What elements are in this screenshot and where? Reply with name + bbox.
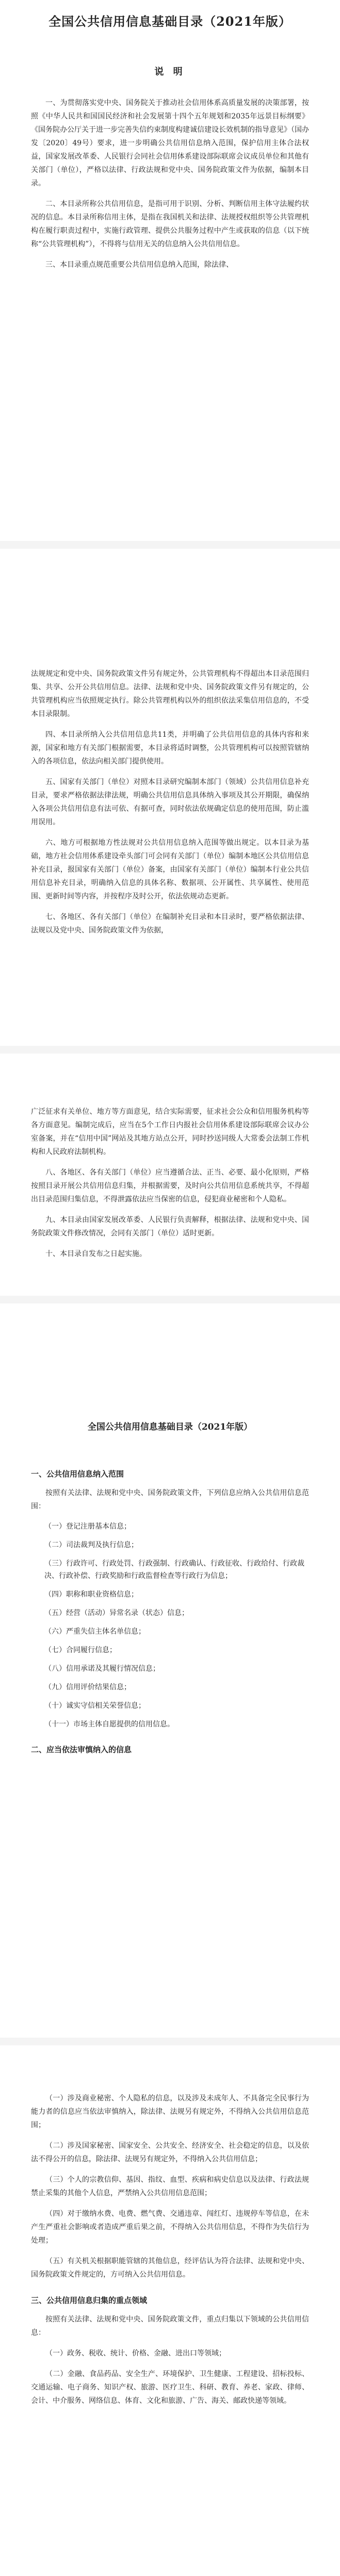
list-item: （八）信用承诺及其履行情况信息；: [44, 1665, 160, 1673]
paragraph: 八、各地区、各有关部门（单位）应当遵循合法、正当、必要、最小化原则，严格按照目录开展公共信用信息归集，并根据需要，及时向公共信用信息系统共享，不得超出目录范围归集信息，不得泄露依法应当保密的信息，侵犯商业秘密和个人隐私。: [31, 1168, 309, 1204]
list-item: （二）金融、食品药品、安全生产、环境保护、卫生健康、工程建设、招标投标、交通运输、电子商务、知识产权、旅游、医疗卫生、科研、教育、养老、家政、律师、会计、中介服务、网络信息、体育、文化和旅游、广告、海关、邮政快递等领域。: [31, 2370, 309, 2405]
list-item: （一）涉及商业秘密、个人隐私的信息，以及涉及未成年人、不具备完全民事行为能力者的信息应当依法审慎纳入，除法律、法规另有规定外，不得纳入公共信用信息范围；: [31, 2094, 309, 2129]
list-item: （二）司法裁判及执行信息；: [44, 1541, 138, 1549]
list-item: （四）对于缴纳水费、电费、燃气费、交通违章、闯红灯、违规停车等信息，在未产生严重社会影响或者造成严重后果之前，不得纳入公共信用信息，不得作为失信行为处理；: [31, 2210, 309, 2245]
list-item: （五）经营（活动）异常名录（状态）信息；: [44, 1609, 189, 1617]
paragraph: 三、本目录重点规范重要公共信用信息纳入范围，除法律、: [45, 261, 233, 269]
list-item: （九）信用评价结果信息；: [44, 1683, 131, 1691]
list-item: （十一）市场主体自愿提供的信用信息。: [44, 1720, 174, 1728]
paragraph: 十、本目录自发布之日起实施。: [45, 1250, 147, 1258]
paragraph: 法规规定和党中央、国务院政策文件另有规定外，公共管理机构不得超出本目录范围归集、共享、公开公共信用信息。法律、法规和党中央、国务院政策文件另有规定的，公共管理机构应当依照规定执行。除公共管理机构以外的组织依法采集信用信息的，不受本目录限制。: [31, 670, 309, 718]
list-item: （四）职称和职业资格信息；: [44, 1590, 138, 1599]
list-item: （七）合同履行信息；: [44, 1646, 117, 1654]
page-5: [0, 2045, 340, 2576]
section-heading: 一、公共信用信息纳入范围: [31, 1469, 124, 1479]
page-1: [0, 0, 340, 541]
list-item: （二）涉及国家秘密、国家安全、公共安全、经济安全、社会稳定的信息，以及依法不得公开的信息，除法律、法规另有规定外，不得纳入公共信用信息；: [31, 2142, 309, 2163]
paragraph: 七、各地区、各有关部门（单位）在编制补充目录和本目录时，要严格依据法律、法规以及党中央、国务院政策文件为依据，: [31, 913, 309, 935]
paragraph: 五、国家有关部门（单位）对照本目录研究编制本部门（领域）公共信用信息补充目录，要求严格依据法律法规，明确公共信用信息具体纳入事项及其公开期限，确保纳入各项公共信用信息有法可依、有据可查，同时依法依规确定信息的使用范围，防止滥用误用。: [31, 778, 309, 826]
section-heading: 三、公共信用信息归集的重点领域: [31, 2296, 148, 2305]
list-item: （六）严重失信主体名单信息；: [44, 1628, 145, 1636]
page-4: [0, 1303, 340, 2038]
section-intro: 按照有关法律、法规和党中央、国务院政策文件，下列信息应纳入公共信用信息范围：: [31, 1489, 309, 1511]
paragraph: 广泛征求有关单位、地方等方面意见，结合实际需要，征求社会公众和信用服务机构等各方面意见。编制完成后，应当在5个工作日内报社会信用体系建设部际联席会议办公室备案，并在“信用中国”网站及其地方站点公开，同时抄送同级人大常委会法制工作机构和人民政府法制机构。: [31, 1108, 309, 1156]
page-2: [0, 549, 340, 1046]
paragraph: 九、本目录由国家发展改革委、人民银行负责解释，根据法律、法规和党中央、国务院政策文件修改情况，会同有关部门（单位）适时更新。: [31, 1216, 309, 1238]
document-title: 全国公共信用信息基础目录（2021年版）: [48, 14, 292, 29]
list-item: （三）个人的宗教信仰、基因、指纹、血型、疾病和病史信息以及法律、行政法规禁止采集的其他个人信息，严禁纳入公共信用信息范围；: [31, 2176, 309, 2197]
page-3: [0, 1054, 340, 1296]
list-item: （十）诚实守信相关荣誉信息；: [44, 1702, 145, 1710]
list-item: （三）行政许可、行政处罚、行政强制、行政确认、行政征收、行政给付、行政裁决、行政补偿、行政奖励和行政监督检查等行政行为信息；: [44, 1560, 304, 1580]
list-item: （一）政务、税收、统计、价格、金融、进出口等领域；: [45, 2349, 226, 2358]
section-intro: 按照有关法律、法规和党中央、国务院政策文件，重点归集以下领域的公共信用信息：: [31, 2315, 309, 2337]
list-item: （一）登记注册基本信息；: [44, 1522, 131, 1531]
list-item: （五）有关机关根据职能管辖的其他信息，经评估认为符合法律、法规和党中央、国务院政策文件规定的，方可纳入公共信用信息。: [31, 2257, 309, 2279]
catalog-title: 全国公共信用信息基础目录（2021年版）: [87, 1422, 253, 1432]
section-heading: 二、应当依法审慎纳入的信息: [31, 1745, 132, 1754]
paragraph: 四、本目录所纳入公共信用信息共11类，并明确了公共信用信息的具体内容和来源，国家和地方有关部门根据需要，本目录将适时调整，公共管理机构可以按照管辖纳入的各项信息，依法向相关部门提供使用。: [31, 731, 309, 766]
section-title: 说 明: [154, 66, 186, 77]
paragraph: 一、为贯彻落实党中央、国务院关于推动社会信用体系高质量发展的决策部署，按照《中华人民共和国国民经济和社会发展第十四个五年规划和2035年远景目标纲要》《国务院办公厅关于进一步完善失信约束制度构建诚信建设长效机制的指导意见》（国办发〔2020〕49号）要求，进一步明确公共信用信息纳入范围，保护信用主体合法权益，国家发展改革委、人民银行会同社会信用体系建设部际联席会议成员单位和其他有关部门（单位），严格以法律、行政法规和党中央、国务院政策文件为依据，编制本目录。: [31, 99, 309, 188]
paragraph: 六、地方可根据地方性法规对公共信用信息纳入范围等做出规定。以本目录为基础，地方社会信用体系建设牵头部门可会同有关部门（单位）编制本地区公共信用信息补充目录，报国家有关部门（单位）备案，由国家有关部门（单位）编制本行业公共信用信息补充目录，明确纳入信息的具体名称、数据项、公开属性、共享属性、使用范围、更新时间等内容，并按程序及时公开，依法依规动态更新。: [31, 839, 309, 901]
paragraph: 二、本目录所称公共信用信息，是指可用于识别、分析、判断信用主体守法履约状况的信息。本目录所称信用主体，是指在我国机关和法律、法规授权组织等公共管理机构在履行职责过程中，实施行政管理、提供公共服务过程中产生或获取的信息（以下统称“公共管理机构”），不得将与信用无关的信息纳入公共信用信息。: [31, 200, 309, 248]
